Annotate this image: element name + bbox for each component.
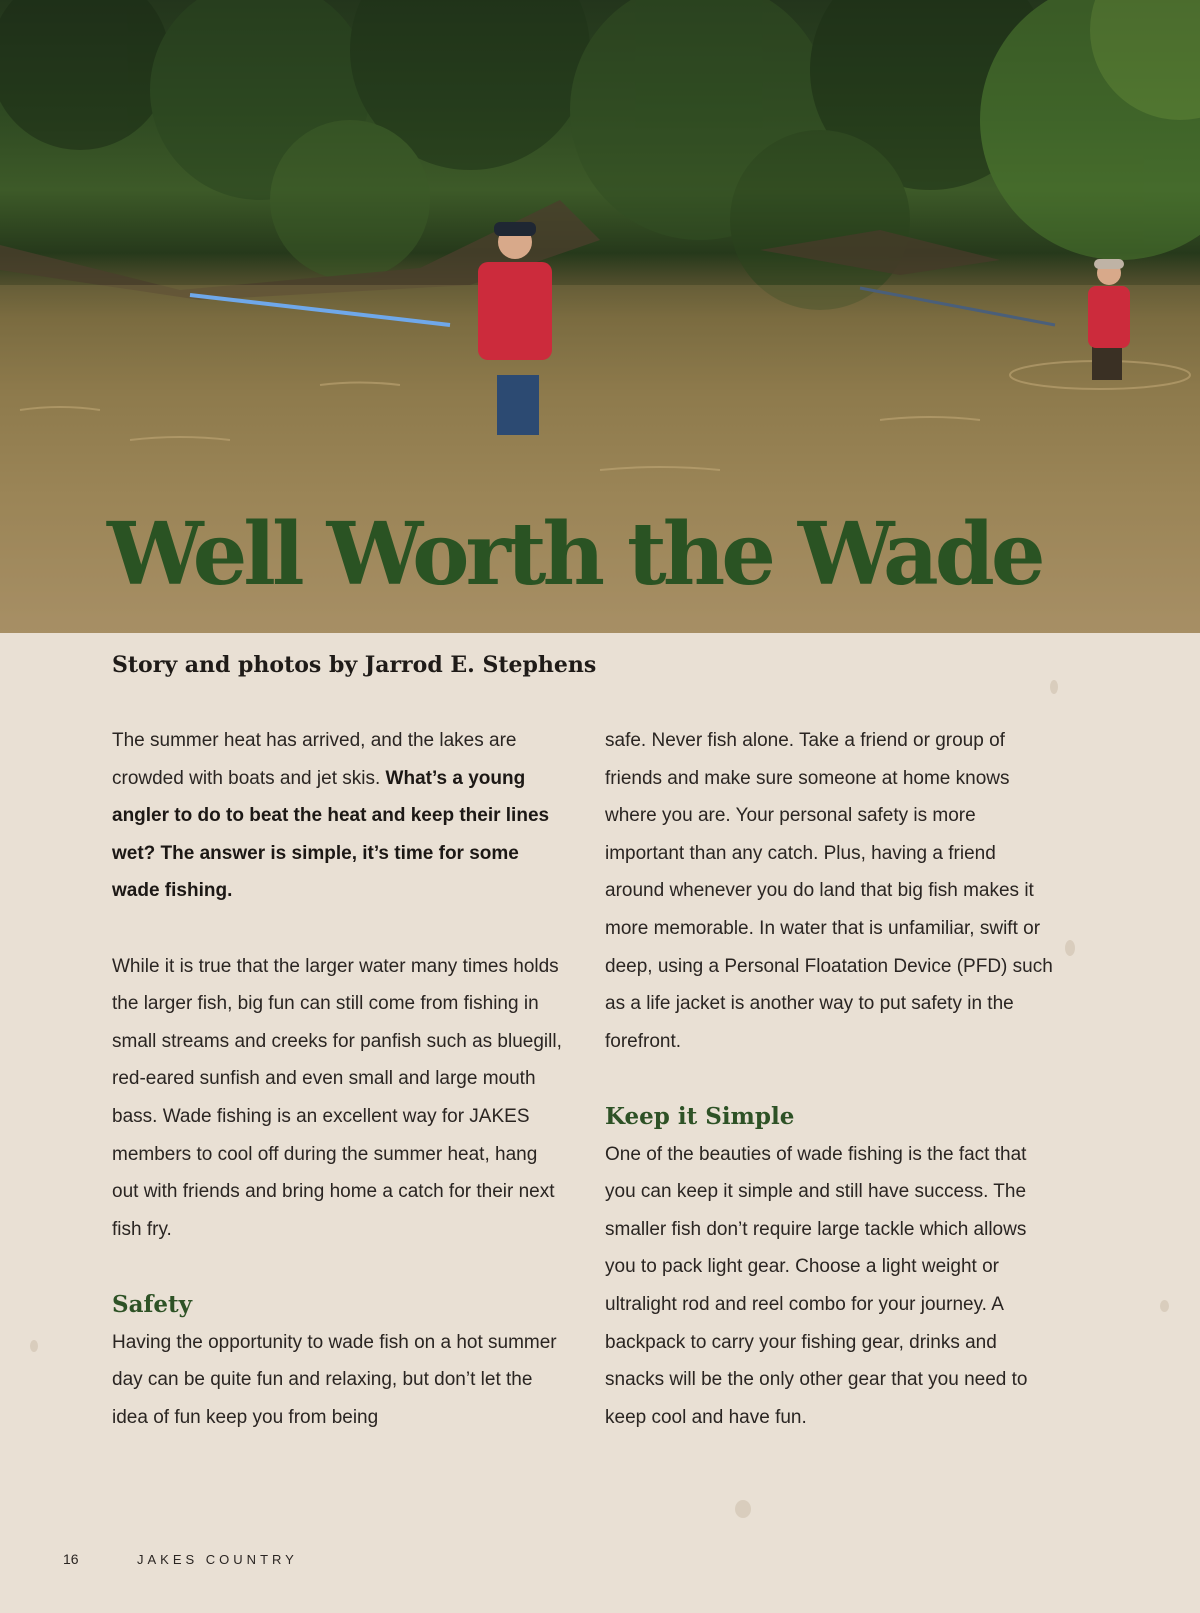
- column-left: [112, 722, 567, 1436]
- intro-paragraph: [112, 722, 567, 910]
- intro-bold-text: What’s a young angler to do to beat the heat and keep their lines wet? The answer is simple, it’s time for some wade fishing.: [112, 767, 550, 902]
- page-number: 16: [63, 1551, 79, 1567]
- paper-speck: [735, 1500, 751, 1518]
- intro-text: The summer heat has arrived, and the lakes are crowded with boats and jet skis.: [112, 730, 517, 789]
- paper-speck: [1160, 1300, 1169, 1312]
- paper-speck: [30, 1340, 38, 1352]
- hero-photo: [0, 0, 1200, 633]
- byline: Story and photos by Jarrod E. Stephens: [112, 652, 597, 678]
- heading-keep-it-simple: Keep it Simple: [605, 1102, 795, 1130]
- safety-paragraph-end: safe. Never fish alone. Take a friend or group of friends and make sure someone at home knows where you are. Your personal safety is more important than any catch. Plus, having a friend around whenever you do land that big fish makes it more memorable. In water that is unfamiliar, swift or deep, using a Personal Floatation Device (PFD) such as a life jacket is another way to put safety in the forefront.: [605, 730, 1053, 1052]
- safety-paragraph-start: Having the opportunity to wade fish on a hot summer day can be quite fun and relaxing, but don’t let the idea of fun keep you from being: [112, 1331, 557, 1428]
- column-right: [605, 722, 1060, 1436]
- body-paragraph-2: While it is true that the larger water many times holds the larger fish, big fun can still come from fishing in small streams and creeks for panfish such as bluegill, red-eared sunfish and even small and large mouth bass. Wade fishing is an excellent way for JAKES members to cool off during the summer heat, hang out with friends and bring home a catch for their next fish fry.: [112, 955, 562, 1240]
- keep-it-simple-paragraph: One of the beauties of wade fishing is the fact that you can keep it simple and still have success. The smaller fish don’t require large tackle which allows you to pack light gear. Choose a light weight or ultralight rod and reel combo for your journey. A backpack to carry your fishing gear, drinks and snacks will be the only other gear that you need to keep cool and have fun.: [605, 1143, 1028, 1428]
- paper-speck: [1050, 680, 1058, 694]
- article-title: Well Worth the Wade: [107, 504, 1042, 605]
- magazine-name: JAKES COUNTRY: [137, 1552, 298, 1567]
- paper-speck: [1065, 940, 1075, 956]
- heading-safety: Safety: [112, 1290, 193, 1318]
